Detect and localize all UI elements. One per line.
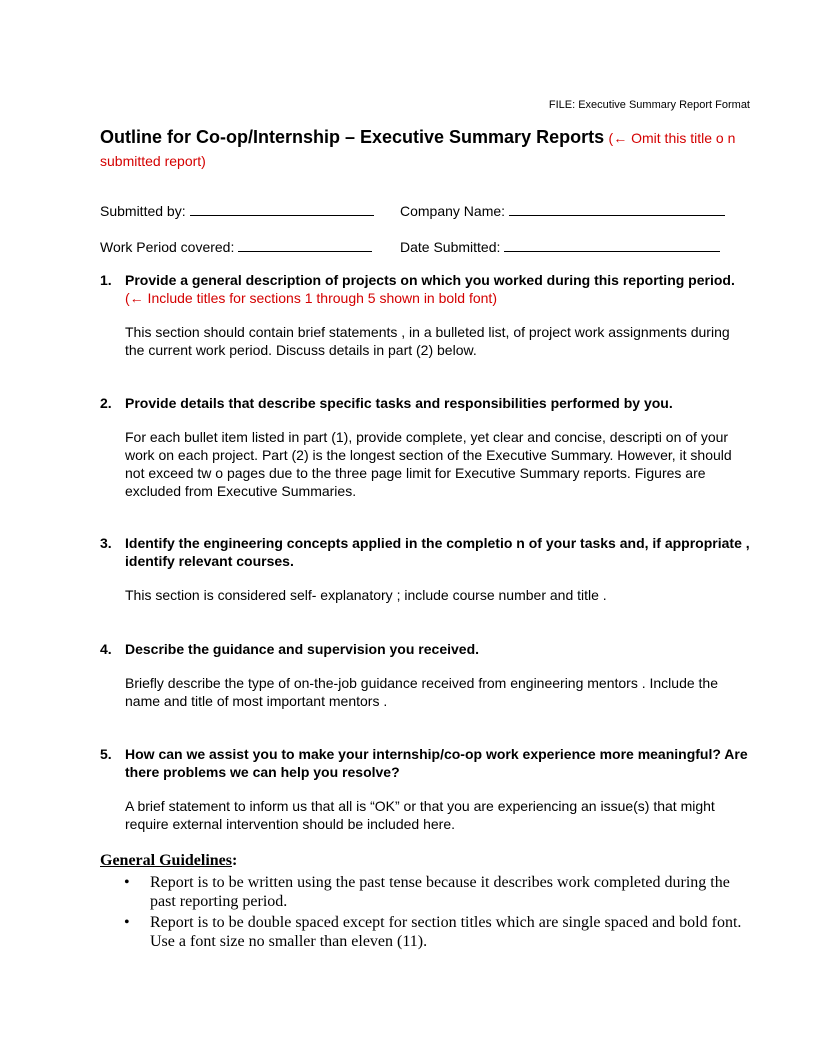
section-body: Briefly describe the type of on-the-job guidance received from engineering mentors . Include the name and title of most important mentors .: [125, 675, 719, 709]
section-number: 4.: [100, 641, 112, 657]
guidelines-heading: General Guidelines:: [100, 852, 238, 869]
section-title: Provide a general description of projects on which you worked during this reporting period. (← Include titles for sections 1 through 5 shown in bold font): [125, 272, 735, 306]
section-heading: [100, 394, 750, 412]
section-heading: [100, 640, 750, 658]
form-row-period: [100, 237, 501, 255]
title-note-text: Omit this title o n submitted report): [100, 130, 736, 169]
date-submitted-label: Date Submitted:: [400, 239, 501, 255]
company-name-group: [400, 201, 725, 219]
section-title: Identify the engineering concepts applied in the completio n of your tasks and, if appropriate , identify relevant courses.: [125, 535, 750, 569]
section-4: [100, 640, 750, 710]
guidelines-list: [100, 873, 750, 951]
section-3: [100, 534, 750, 604]
section-body: A brief statement to inform us that all is “OK” or that you are experiencing an issue(s) that might require external intervention should be included here.: [125, 798, 715, 832]
section-number: 3.: [100, 535, 112, 551]
date-submitted-field[interactable]: [504, 237, 720, 252]
document-title-block: [100, 126, 750, 173]
date-submitted-group: [400, 237, 720, 255]
section-number: 2.: [100, 395, 112, 411]
general-guidelines: [100, 851, 750, 953]
file-label: FILE: Executive Summary Report Format: [548, 99, 750, 111]
section-5: [100, 745, 750, 833]
section-title: Provide details that describe specific tasks and responsibilities performed by you.: [125, 395, 673, 411]
guideline-text: Report is to be written using the past tense because it describes work completed during the past reporting period.: [150, 874, 730, 910]
section-number: 1.: [100, 272, 112, 288]
submitted-by-field[interactable]: [190, 201, 374, 216]
work-period-label: Work Period covered:: [100, 239, 235, 255]
section-2: [100, 394, 750, 500]
list-item: [100, 913, 750, 951]
work-period-field[interactable]: [238, 237, 372, 252]
bullet-icon: •: [124, 914, 130, 931]
section-body: This section should contain brief statements , in a bulleted list, of project work assignments during the current work period. Discuss details in part (2) below.: [125, 324, 730, 358]
section-title: How can we assist you to make your internship/co-op work experience more meaningful? Are there problems we can help you resolve?: [125, 746, 748, 780]
submitted-by-label: Submitted by:: [100, 203, 186, 219]
company-name-field[interactable]: [509, 201, 725, 216]
title-note-arrow: (←: [608, 130, 628, 146]
section-body: For each bullet item listed in part (1), provide complete, yet clear and concise, descripti on of your work on each project. Part (2) is the longest section of the Executive Summary. However, it should not exceed tw o pages due to the three page limit for Executive Summary reports. Figures are excluded from Executive Summaries.: [125, 429, 732, 499]
guideline-text: Report is to be double spaced except for section titles which are single spaced and bold font. Use a font size no smaller than eleven (11).: [150, 914, 742, 950]
section-heading: [100, 271, 750, 307]
document-title: Outline for Co-op/Internship – Executive Summary Reports: [100, 127, 605, 147]
list-item: [100, 873, 750, 911]
section-number: 5.: [100, 746, 112, 762]
company-name-label: Company Name:: [400, 203, 506, 219]
section-note: (← Include titles for sections 1 through 5 shown in bold font): [125, 290, 497, 306]
section-heading: [100, 745, 750, 781]
form-row-submitted: [100, 201, 506, 219]
section-body: This section is considered self- explanatory ; include course number and title .: [125, 587, 607, 603]
section-1: [100, 271, 750, 359]
section-heading: [100, 534, 750, 570]
section-title: Describe the guidance and supervision you received.: [125, 641, 480, 657]
bullet-icon: •: [124, 874, 130, 891]
